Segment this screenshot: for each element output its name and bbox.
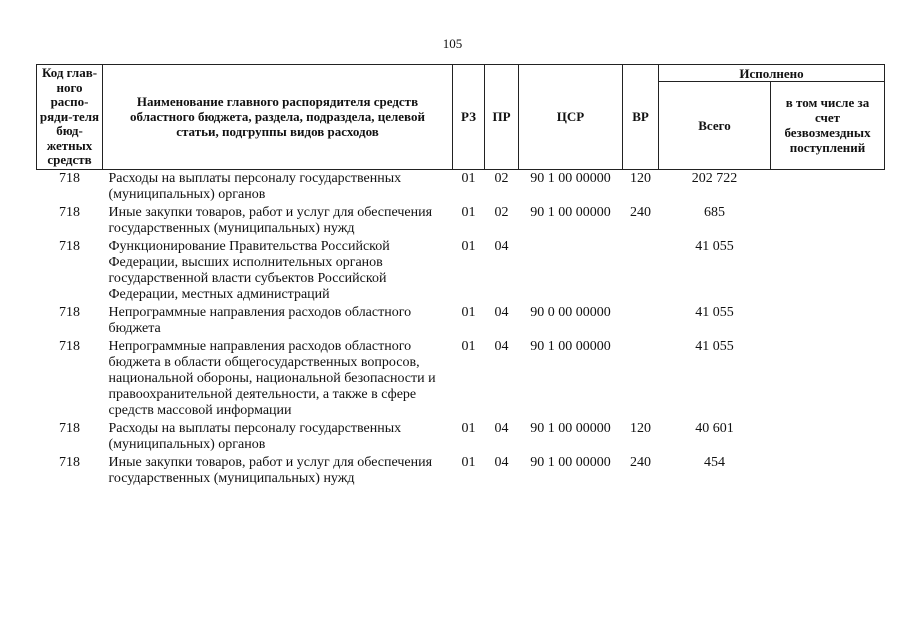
row-total: 40 601 xyxy=(695,420,734,436)
row-pr: 02 xyxy=(494,204,509,220)
row-csr: 90 0 00 00000 xyxy=(530,304,611,320)
row-vr: 120 xyxy=(630,170,651,186)
row-csr xyxy=(519,239,623,305)
table-row xyxy=(37,239,885,305)
row-vr: 240 xyxy=(630,204,651,220)
budget-table xyxy=(36,64,885,489)
header-code: Код глав-ного распо-ряди-теля бюд-жетных средств xyxy=(37,65,103,170)
row-total: 454 xyxy=(704,454,725,470)
row-code: 718 xyxy=(59,204,80,220)
row-name: Иные закупки товаров, работ и услуг для обеспечения государственных (муниципальных) нужд xyxy=(108,204,433,236)
table-row xyxy=(37,339,885,421)
row-pr: 04 xyxy=(494,238,509,254)
row-rz: 01 xyxy=(461,338,476,354)
row-pr: 04 xyxy=(494,454,509,470)
row-total: 41 055 xyxy=(695,238,734,254)
table-row xyxy=(37,205,885,239)
header-pr: ПР xyxy=(485,65,519,170)
row-name: Непрограммные направления расходов областного бюджета xyxy=(108,304,412,336)
row-name: Расходы на выплаты персоналу государственных (муниципальных) органов xyxy=(108,170,402,202)
row-pr: 02 xyxy=(494,170,509,186)
header-free-receipts: в том числе за счет безвозмездных поступлений xyxy=(771,82,885,170)
row-total: 41 055 xyxy=(695,304,734,320)
row-code: 718 xyxy=(59,420,80,436)
row-vr: 240 xyxy=(630,454,651,470)
row-name: Функционирование Правительства Российской Федерации, высших исполнительных органов государственной власти субъектов Российской Федерации, местных администраций xyxy=(108,238,390,302)
header-executed: Исполнено xyxy=(659,65,885,82)
row-csr: 90 1 00 00000 xyxy=(530,170,611,186)
row-free-receipts xyxy=(771,239,885,305)
row-rz: 01 xyxy=(461,304,476,320)
row-code: 718 xyxy=(59,238,80,254)
page-number: 105 xyxy=(442,36,463,51)
row-vr: 120 xyxy=(630,420,651,436)
row-code: 718 xyxy=(59,170,80,186)
row-free-receipts xyxy=(771,421,885,455)
row-csr: 90 1 00 00000 xyxy=(530,204,611,220)
table-header xyxy=(37,65,885,170)
row-vr xyxy=(623,239,659,305)
row-pr: 04 xyxy=(494,304,509,320)
header-total: Всего xyxy=(659,82,771,170)
row-csr: 90 1 00 00000 xyxy=(530,338,611,354)
table-row xyxy=(37,455,885,489)
header-csr: ЦСР xyxy=(519,65,623,170)
row-name: Расходы на выплаты персоналу государственных (муниципальных) органов xyxy=(108,420,402,452)
row-code: 718 xyxy=(59,304,80,320)
row-csr: 90 1 00 00000 xyxy=(530,420,611,436)
row-free-receipts xyxy=(771,339,885,421)
table-row xyxy=(37,421,885,455)
table-row xyxy=(37,305,885,339)
table-row xyxy=(37,169,885,205)
row-csr: 90 1 00 00000 xyxy=(530,454,611,470)
row-rz: 01 xyxy=(461,420,476,436)
row-total: 202 722 xyxy=(691,170,738,186)
row-pr: 04 xyxy=(494,338,509,354)
row-free-receipts xyxy=(771,455,885,489)
row-free-receipts xyxy=(771,205,885,239)
row-total: 41 055 xyxy=(695,338,734,354)
table-body xyxy=(37,169,885,489)
row-vr xyxy=(623,305,659,339)
row-name: Иные закупки товаров, работ и услуг для обеспечения государственных (муниципальных) нужд xyxy=(108,454,433,486)
row-name: Непрограммные направления расходов областного бюджета в области общегосударственных вопросов, национальной обороны, национальной безопасности и правоохранительной деятельности, а также в сфере средств массовой информации xyxy=(108,338,436,418)
row-total: 685 xyxy=(704,204,725,220)
row-vr xyxy=(623,339,659,421)
row-rz: 01 xyxy=(461,170,476,186)
row-free-receipts xyxy=(771,169,885,205)
header-name: Наименование главного распорядителя средств областного бюджета, раздела, подраздела, целевой статьи, подгруппы видов расходов xyxy=(103,65,453,170)
header-rz: РЗ xyxy=(453,65,485,170)
row-rz: 01 xyxy=(461,238,476,254)
row-code: 718 xyxy=(59,454,80,470)
row-rz: 01 xyxy=(461,454,476,470)
row-code: 718 xyxy=(59,338,80,354)
row-rz: 01 xyxy=(461,204,476,220)
row-pr: 04 xyxy=(494,420,509,436)
header-vr: ВР xyxy=(623,65,659,170)
row-free-receipts xyxy=(771,305,885,339)
